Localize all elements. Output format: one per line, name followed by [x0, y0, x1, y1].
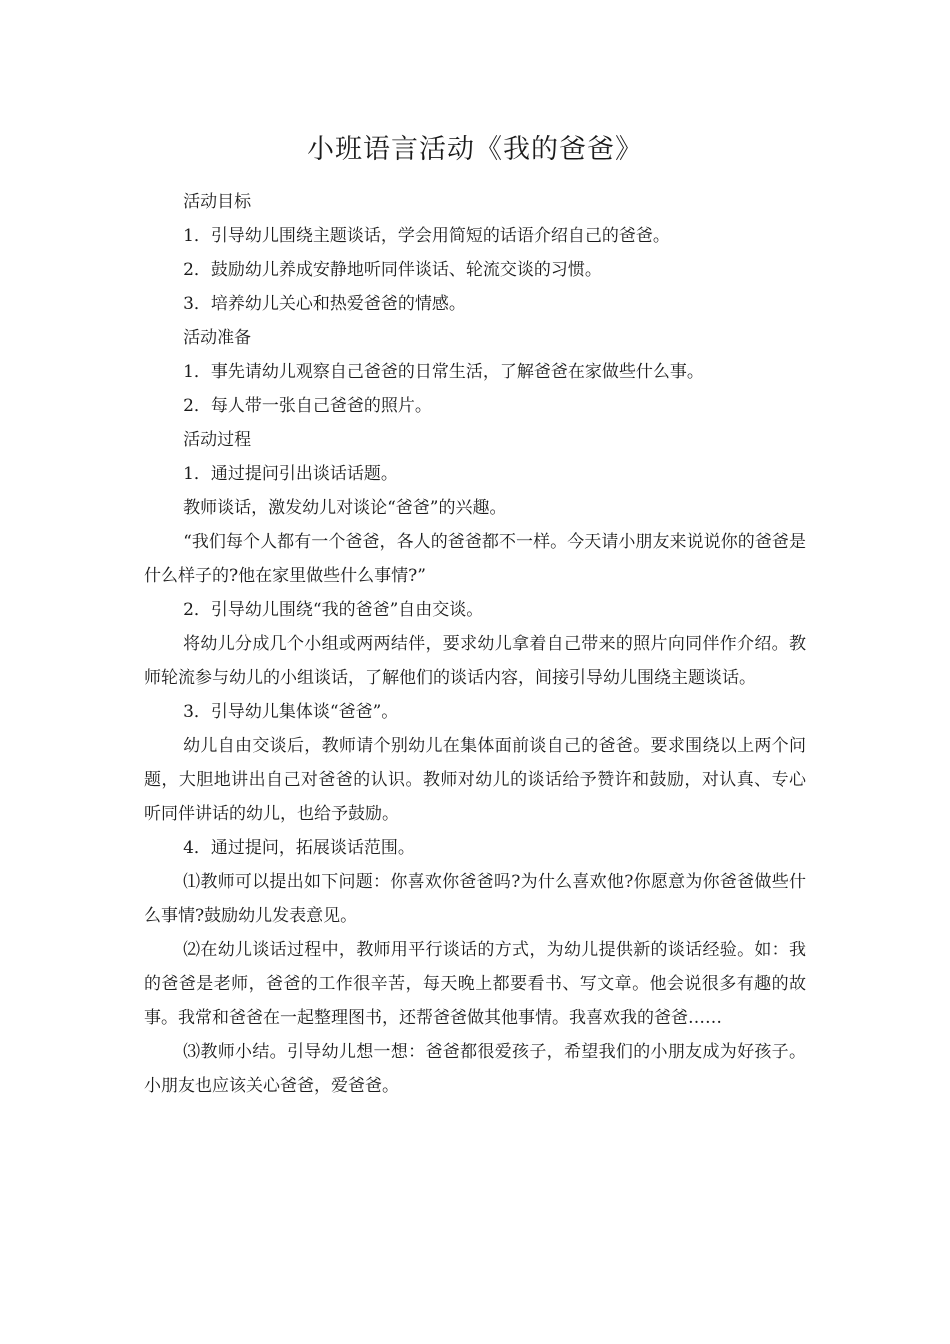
process-step: 2．引导幼儿围绕“我的爸爸”自由交谈。: [183, 600, 484, 620]
goal-item: 2．鼓励幼儿养成安静地听同伴谈话、轮流交谈的习惯。: [183, 260, 602, 280]
process-step: 4．通过提问，拓展谈话范围。: [183, 838, 415, 858]
preparation-item: 1．事先请幼儿观察自己爸爸的日常生活，了解爸爸在家做些什么事。: [183, 362, 704, 382]
process-paragraph: “我们每个人都有一个爸爸，各人的爸爸都不一样。今天请小朋友来说说你的爸爸是什么样子的?他在家里做些什么事情?”: [144, 532, 806, 586]
section-heading-preparation: 活动准备: [183, 328, 252, 348]
document-title: 小班语言活动《我的爸爸》: [307, 134, 643, 165]
section-heading-process: 活动过程: [183, 430, 252, 450]
process-step: 3．引导幼儿集体谈“爸爸”。: [183, 702, 399, 722]
document-body: [144, 185, 806, 1103]
preparation-item: 2．每人带一张自己爸爸的照片。: [183, 396, 432, 416]
process-paragraph: 将幼儿分成几个小组或两两结伴，要求幼儿拿着自己带来的照片向同伴作介绍。教师轮流参与幼儿的小组谈话，了解他们的谈话内容，间接引导幼儿围绕主题谈话。: [144, 634, 806, 688]
process-paragraph: ⑶教师小结。引导幼儿想一想：爸爸都很爱孩子，希望我们的小朋友成为好孩子。小朋友也应该关心爸爸，爱爸爸。: [144, 1042, 806, 1096]
process-paragraph: ⑴教师可以提出如下问题：你喜欢你爸爸吗?为什么喜欢他?你愿意为你爸爸做些什么事情?鼓励幼儿发表意见。: [144, 872, 806, 926]
process-paragraph: 教师谈话，激发幼儿对谈论“爸爸”的兴趣。: [183, 498, 507, 518]
process-paragraph: 幼儿自由交谈后，教师请个别幼儿在集体面前谈自己的爸爸。要求围绕以上两个问题，大胆地讲出自己对爸爸的认识。教师对幼儿的谈话给予赞许和鼓励，对认真、专心听同伴讲话的幼儿，也给予鼓励。: [144, 736, 806, 824]
process-paragraph: ⑵在幼儿谈话过程中，教师用平行谈话的方式，为幼儿提供新的谈话经验。如：我的爸爸是老师，爸爸的工作很辛苦，每天晚上都要看书、写文章。他会说很多有趣的故事。我常和爸爸在一起整理图书，还帮爸爸做其他事情。我喜欢我的爸爸……: [144, 940, 806, 1028]
goal-item: 1．引导幼儿围绕主题谈话，学会用简短的话语介绍自己的爸爸。: [183, 226, 670, 246]
process-step: 1．通过提问引出谈话话题。: [183, 464, 398, 484]
goal-item: 3．培养幼儿关心和热爱爸爸的情感。: [183, 294, 466, 314]
section-heading-goals: 活动目标: [183, 192, 252, 212]
